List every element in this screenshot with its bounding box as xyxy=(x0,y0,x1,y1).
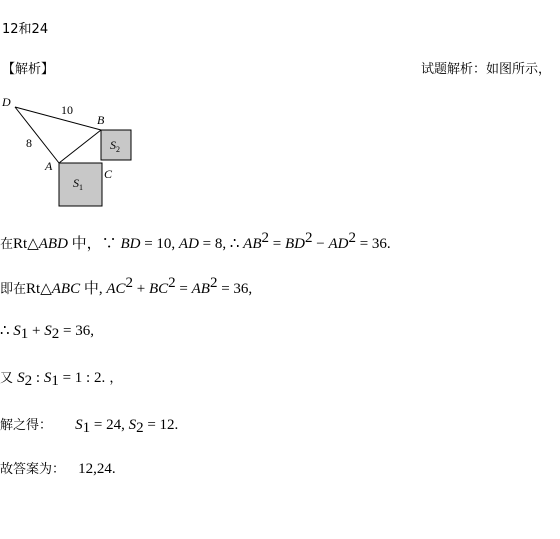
length-da: 8 xyxy=(26,136,32,150)
label-b: B xyxy=(97,113,105,127)
length-db: 10 xyxy=(61,103,73,117)
step-3: ∴ $S_1 + S_2 = 36$, xyxy=(0,323,94,342)
segment-ab xyxy=(59,130,101,163)
label-s2: $S_2$ xyxy=(110,138,120,154)
label-a: A xyxy=(45,159,53,173)
segment-db xyxy=(15,107,101,130)
step-2: 即在Rt△ABC 中, $AC^2 + BC^2 = AB^2 = 36$, xyxy=(0,275,253,297)
geometry-figure xyxy=(0,90,140,210)
label-s1: $S_1$ xyxy=(73,176,83,192)
step-1: 在Rt△ABD 中，∵ BD = 10, AD = 8, ∴ $AB^2 = BD^2 - AD^2 = 36$. xyxy=(0,230,391,252)
label-d: D xyxy=(2,95,11,109)
step-5: 解之得： $S_1 = 24$, $S_2 = 12$. xyxy=(0,417,179,436)
analysis-tag: 【解析】 xyxy=(2,62,55,77)
analysis-intro: 试题解析：如图所示， xyxy=(421,62,552,77)
segment-da xyxy=(15,107,59,163)
label-c: C xyxy=(104,167,113,181)
step-6: 故答案为： 12,24. xyxy=(0,461,116,477)
step-4: 又 $S_2$ : $S_1 = 1$ : 2. ， xyxy=(0,370,123,389)
answer-line: 12和24 xyxy=(2,22,49,37)
